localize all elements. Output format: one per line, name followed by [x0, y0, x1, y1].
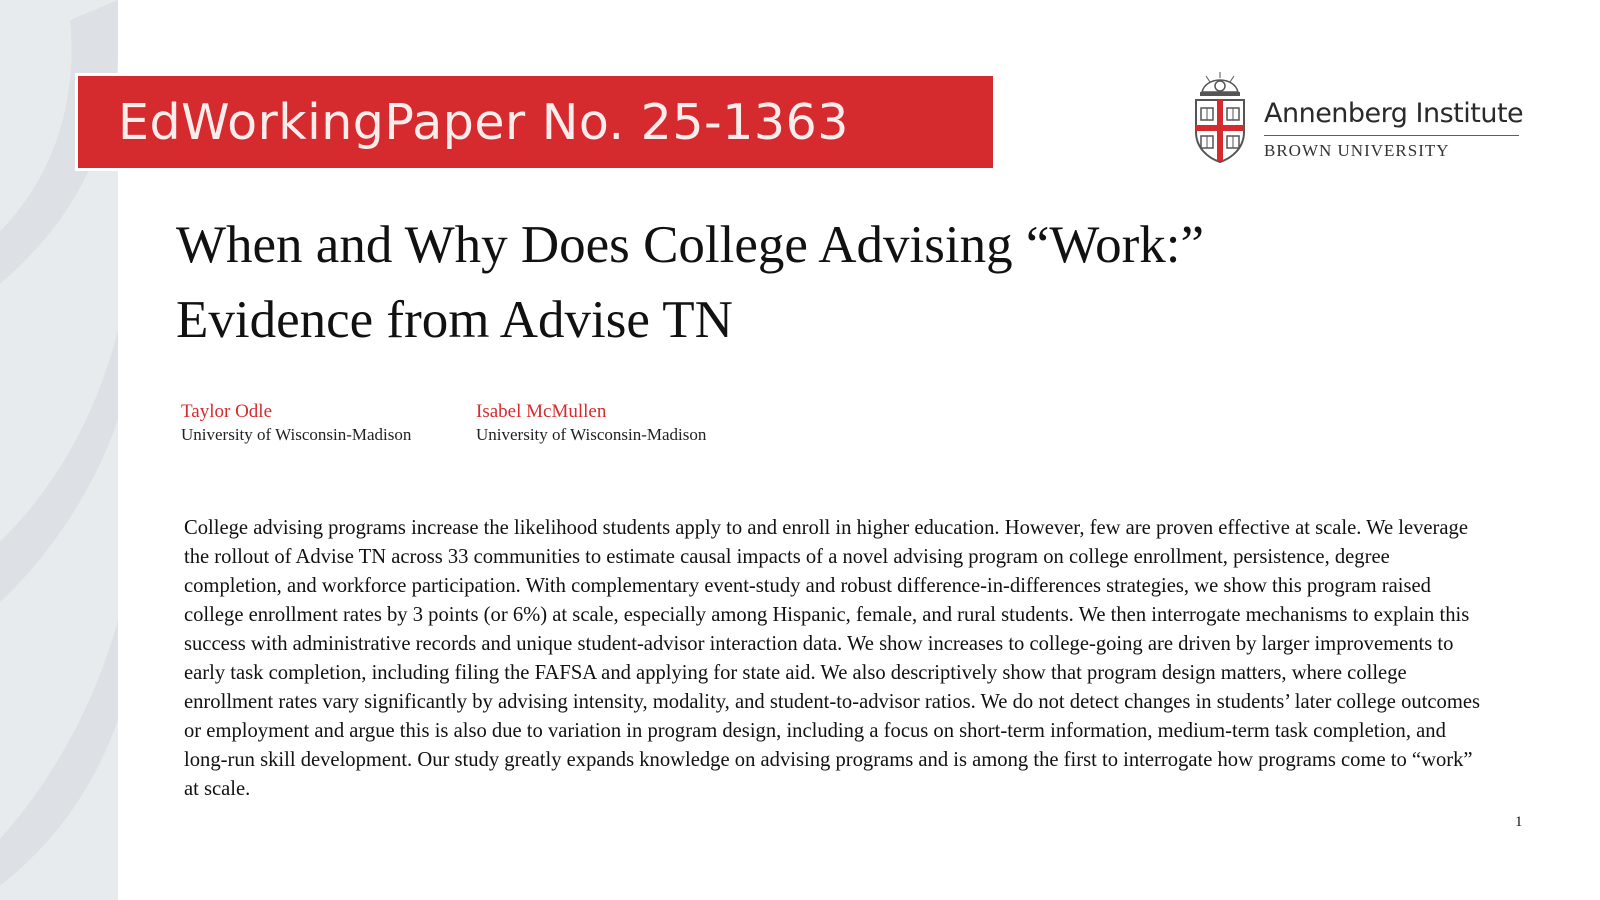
author-name: Isabel McMullen [476, 401, 607, 422]
institute-subtitle: BROWN UNIVERSITY [1264, 141, 1450, 160]
author-affiliation: University of Wisconsin-Madison [181, 425, 412, 444]
working-paper-number: EdWorkingPaper No. 25-1363 [118, 93, 849, 151]
paper-abstract: College advising programs increase the likelihood students apply to and enroll in higher education. However, few are proven effective at scale. We leverage the rollout of Advise TN across 33 communities to estimate causal impacts of a novel advising program on college enrollment, persistence, degree completion, and workforce participation. With complementary event-study and robust difference-in-differences strategies, we show this program raised college enrollment rates by 3 points (or 6%) at scale, especially among Hispanic, female, and rural students. We then interrogate mechanisms to explain this success with administrative records and unique student-advisor interaction data. We show increases to college-going are driven by larger improvements to early task completion, including filing the FAFSA and applying for state aid. We also descriptively show that program design matters, where college enrollment rates vary significantly by advising intensity, modality, and student-to-advisor ratios. We do not detect changes in students’ later college outcomes or employment and argue this is also due to variation in program design, including a focus on short-term information, medium-term task completion, and long-run skill development. Our study greatly expands knowledge on advising programs and is among the first to interrogate how programs come to “work” at scale. [184, 517, 1480, 800]
institute-name: Annenberg Institute [1264, 98, 1524, 129]
author-block [476, 400, 706, 446]
paper-title-line-1: When and Why Does College Advising “Work:” [176, 216, 1205, 274]
author-block [181, 400, 411, 446]
author-name: Taylor Odle [181, 401, 273, 422]
paper-title-line-2: Evidence from Advise TN [176, 291, 733, 349]
author-affiliation: University of Wisconsin-Madison [476, 425, 707, 444]
working-paper-banner [78, 76, 993, 168]
annenberg-institute-logo [1192, 70, 1532, 170]
brown-university-shield-icon [1192, 70, 1248, 166]
page-number: 1 [1515, 814, 1523, 830]
paper-title [176, 208, 1376, 358]
institute-divider [1264, 135, 1519, 136]
